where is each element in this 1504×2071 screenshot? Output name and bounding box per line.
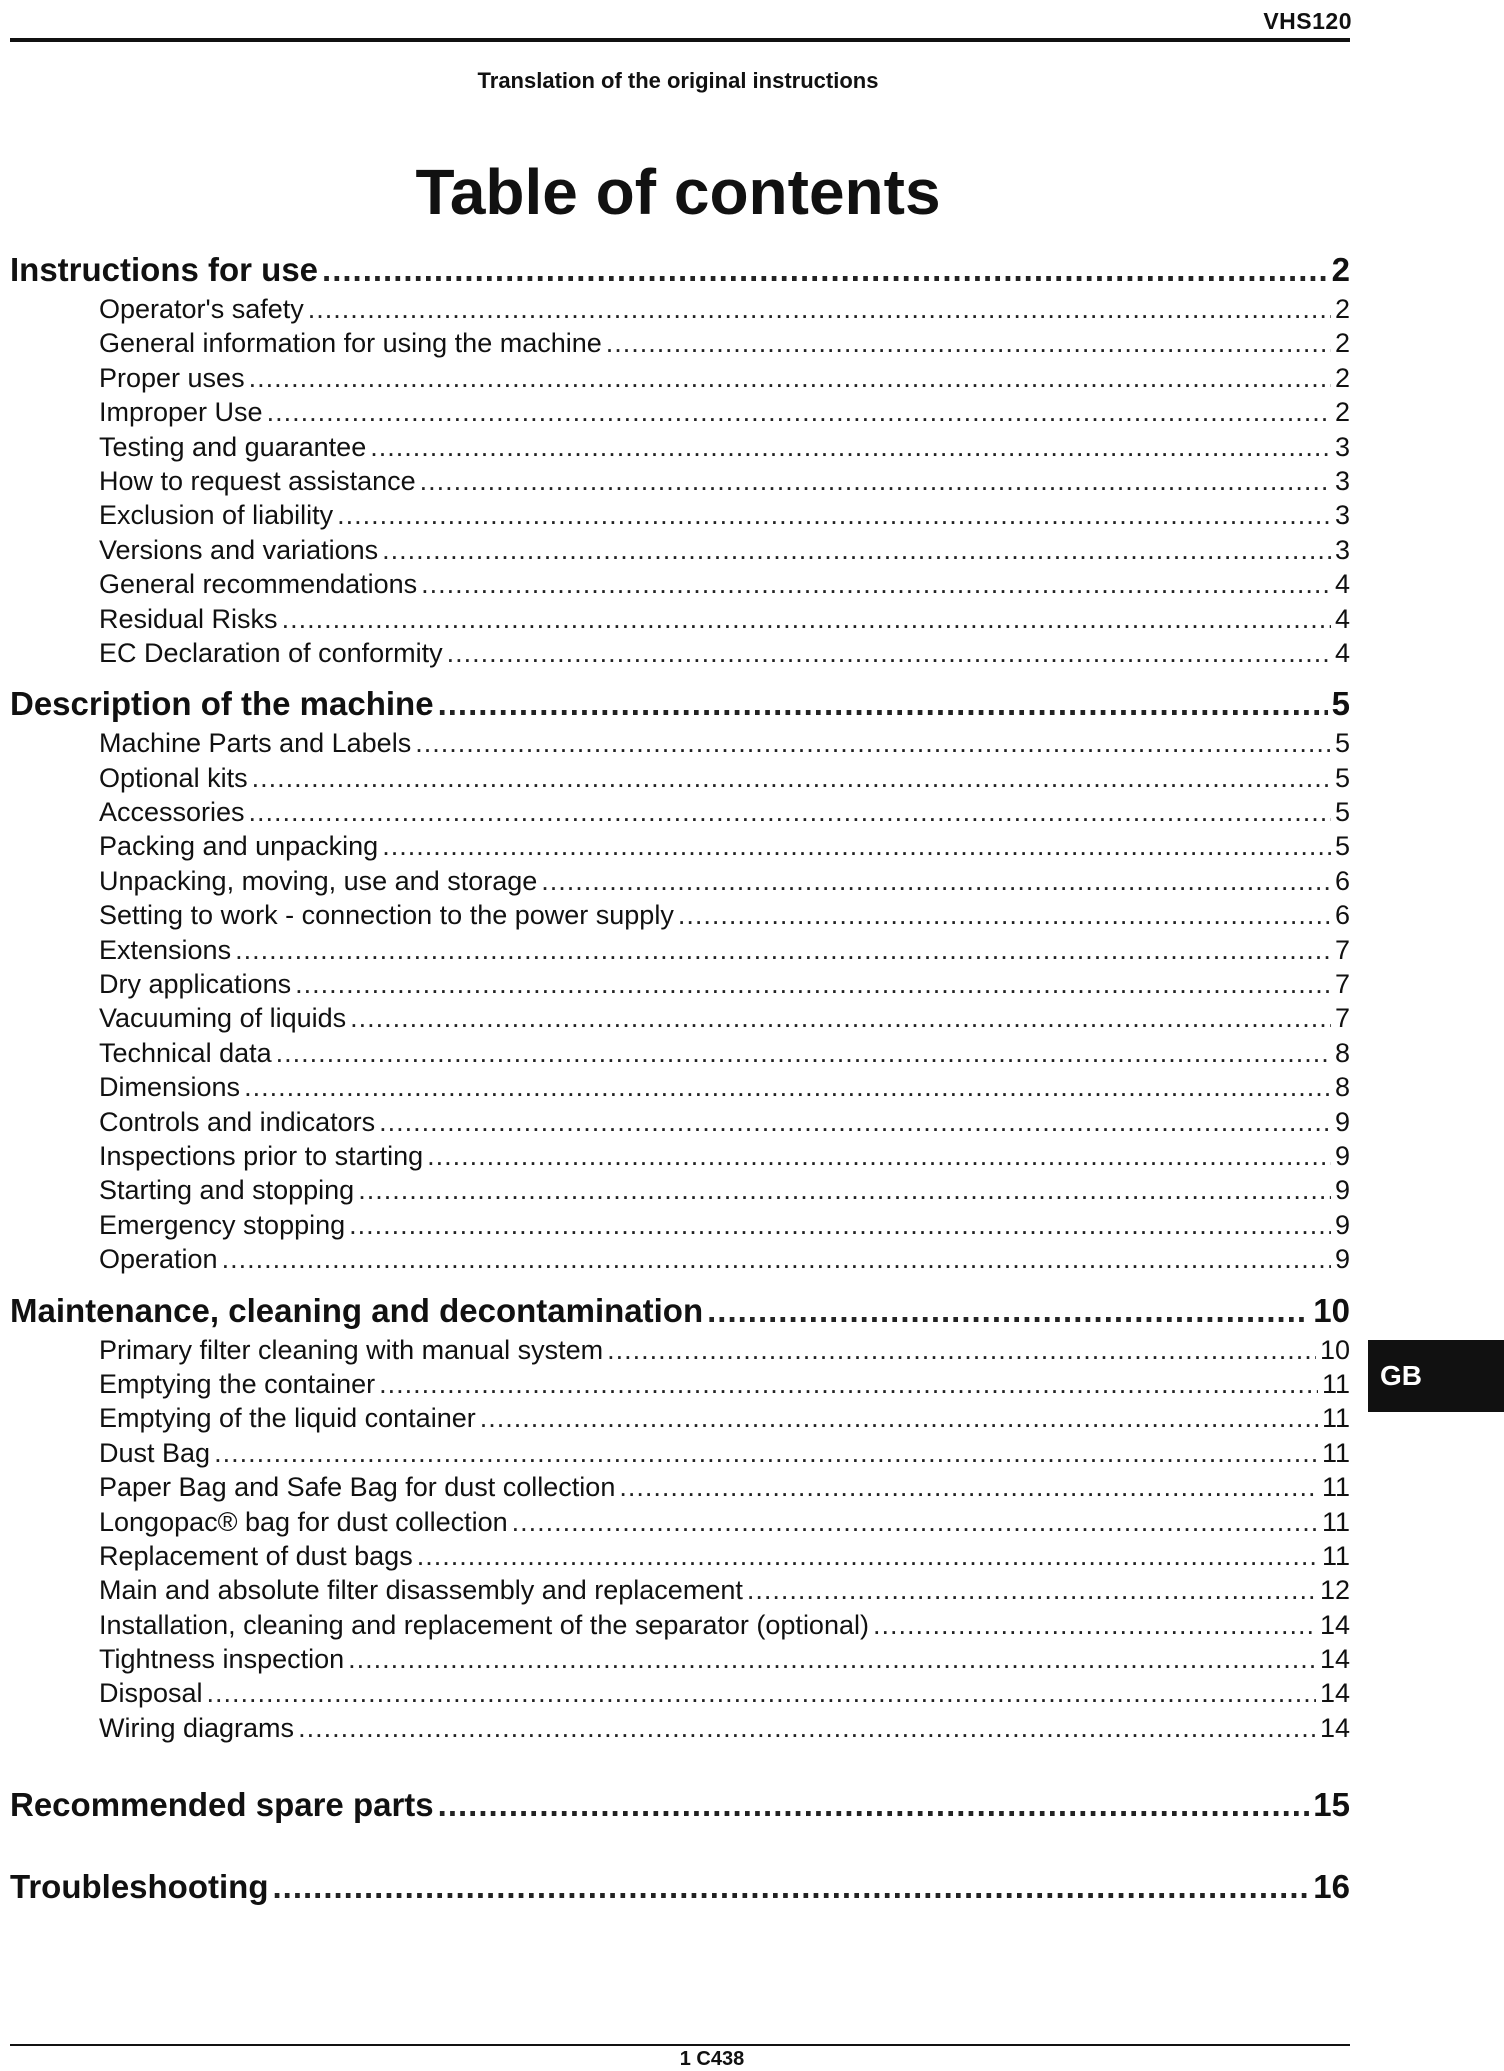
toc-entry-title: Emptying of the liquid container (99, 1403, 476, 1434)
toc-entry-title: Dimensions (99, 1072, 241, 1103)
toc-leader-dots (214, 1436, 1318, 1470)
toc-entry-page: 10 (1319, 1334, 1350, 1365)
toc-entry-page: 2 (1334, 294, 1350, 324)
toc-entry-page: 2 (1334, 397, 1350, 428)
toc-leader-dots (606, 326, 1331, 360)
toc-entry[interactable] (10, 1036, 1350, 1070)
toc-entry[interactable] (10, 430, 1350, 464)
toc-entry-page: 9 (1334, 1106, 1350, 1137)
toc-entry[interactable] (10, 464, 1350, 498)
toc-entry-page: 7 (1334, 969, 1350, 1000)
toc-entry-title: Main and absolute filter disassembly and replacement (99, 1575, 743, 1606)
toc-entry-page: 4 (1334, 569, 1350, 600)
toc-entry-title: Versions and variations (99, 534, 379, 565)
toc-entry-page: 4 (1334, 637, 1350, 668)
toc-entry[interactable] (10, 829, 1350, 863)
toc-entry-title: General recommendations (99, 569, 418, 600)
toc-entry-title: Dry applications (99, 969, 292, 1000)
toc-leader-dots (272, 1865, 1309, 1909)
toc-leader-dots (249, 795, 1331, 829)
toc-leader-dots (447, 636, 1331, 670)
toc-entry-title: How to request assistance (99, 465, 416, 496)
toc-entry[interactable] (10, 395, 1350, 429)
toc-entry-page: 14 (1319, 1644, 1350, 1675)
language-tab[interactable] (1368, 1340, 1504, 1412)
toc-section-title: Maintenance, cleaning and decontamination (10, 1291, 704, 1329)
toc-entry[interactable] (10, 1173, 1350, 1207)
toc-section-title: Instructions for use (10, 251, 319, 288)
toc-entry-title: Optional kits (99, 762, 248, 793)
toc-entry-title: Emergency stopping (99, 1209, 346, 1240)
toc-leader-dots (512, 1505, 1318, 1539)
toc-leader-dots (421, 567, 1331, 601)
toc-entry-title: Vacuuming of liquids (99, 1003, 347, 1034)
toc-entry-title: Paper Bag and Safe Bag for dust collection (99, 1472, 616, 1503)
section-spacer (10, 1839, 1350, 1865)
toc-leader-dots (222, 1242, 1331, 1276)
toc-entry-page: 14 (1319, 1609, 1350, 1640)
toc-entry-page: 12 (1319, 1575, 1350, 1606)
toc-entry-title: Longopac® bag for dust collection (99, 1506, 508, 1537)
toc-entry[interactable] (10, 1070, 1350, 1104)
table-of-contents (10, 248, 1350, 1921)
toc-leader-dots (607, 1333, 1316, 1367)
toc-entry-page: 14 (1319, 1712, 1350, 1743)
toc-entry-page: 5 (1334, 728, 1350, 759)
toc-entry-title: Inspections prior to starting (99, 1140, 424, 1171)
toc-entry[interactable] (10, 1139, 1350, 1173)
toc-entry-title: Operation (99, 1244, 218, 1275)
toc-leader-dots (873, 1608, 1316, 1642)
toc-leader-dots (235, 933, 1331, 967)
toc-entry-page: 7 (1334, 934, 1350, 965)
toc-section-page: 5 (1331, 685, 1350, 723)
toc-entry-page: 9 (1334, 1140, 1350, 1171)
toc-entry[interactable] (10, 1470, 1350, 1504)
toc-entry-title: General information for using the machine (99, 328, 602, 359)
toc-leader-dots (438, 682, 1328, 726)
toc-entry-page: 11 (1321, 1368, 1350, 1399)
toc-entry-page: 6 (1334, 900, 1350, 931)
toc-entry-title: Starting and stopping (99, 1175, 355, 1206)
toc-entry[interactable] (10, 1505, 1350, 1539)
toc-entry[interactable] (10, 967, 1350, 1001)
toc-section-heading[interactable] (10, 1289, 1350, 1333)
toc-entry-page: 11 (1321, 1437, 1350, 1468)
toc-entry-title: Technical data (99, 1037, 272, 1068)
toc-entry-page: 9 (1334, 1175, 1350, 1206)
toc-entry-page: 11 (1321, 1540, 1350, 1571)
toc-entry[interactable] (10, 567, 1350, 601)
toc-leader-dots (282, 602, 1331, 636)
toc-entry-page: 5 (1334, 831, 1350, 862)
toc-leader-dots (276, 1036, 1331, 1070)
toc-entry-title: Replacement of dust bags (99, 1540, 413, 1571)
toc-leader-dots (417, 1539, 1318, 1573)
toc-section-page: 15 (1313, 1786, 1350, 1824)
toc-entry-page: 4 (1334, 603, 1350, 634)
toc-entry-page: 9 (1334, 1209, 1350, 1240)
toc-leader-dots (382, 533, 1331, 567)
model-name: VHS120 (1263, 8, 1352, 34)
toc-entry[interactable] (10, 795, 1350, 829)
toc-leader-dots (370, 430, 1331, 464)
toc-entry-page: 2 (1334, 362, 1350, 393)
toc-entry-page: 3 (1334, 500, 1350, 531)
toc-entry-title: Proper uses (99, 362, 245, 393)
toc-section-page: 2 (1331, 251, 1350, 288)
toc-entry-title: Accessories (99, 797, 245, 828)
toc-entry-title: Extensions (99, 934, 232, 965)
toc-leader-dots (382, 829, 1331, 863)
toc-entry-page: 14 (1319, 1678, 1350, 1709)
toc-section-page: 16 (1313, 1868, 1350, 1906)
toc-entry-title: Controls and indicators (99, 1106, 376, 1137)
toc-leader-dots (747, 1573, 1316, 1607)
toc-entry-page: 11 (1321, 1472, 1350, 1503)
toc-entry[interactable] (10, 898, 1350, 932)
toc-leader-dots (350, 1001, 1331, 1035)
toc-entry-title: Residual Risks (99, 603, 278, 634)
toc-leader-dots (295, 967, 1331, 1001)
toc-section-title: Troubleshooting (10, 1868, 269, 1906)
toc-entry-page: 2 (1334, 328, 1350, 359)
toc-entry-title: Machine Parts and Labels (99, 728, 412, 759)
toc-entry[interactable] (10, 1676, 1350, 1710)
toc-section-title: Recommended spare parts (10, 1786, 434, 1824)
toc-entry-page: 7 (1334, 1003, 1350, 1034)
toc-leader-dots (249, 361, 1331, 395)
toc-leader-dots (308, 292, 1331, 326)
toc-entry[interactable] (10, 602, 1350, 636)
toc-entry-page: 5 (1334, 762, 1350, 793)
toc-entry-title: Disposal (99, 1678, 203, 1709)
toc-leader-dots (379, 1367, 1318, 1401)
header-rule (10, 38, 1350, 42)
toc-section-page: 10 (1313, 1291, 1350, 1329)
toc-entry[interactable] (10, 326, 1350, 360)
toc-entry-page: 6 (1334, 865, 1350, 896)
language-tab-label: GB (1380, 1360, 1422, 1391)
toc-entry[interactable] (10, 1642, 1350, 1676)
toc-leader-dots (358, 1173, 1331, 1207)
toc-leader-dots (707, 1289, 1309, 1333)
toc-entry[interactable] (10, 1333, 1350, 1367)
toc-entry-list (10, 1333, 1350, 1746)
toc-leader-dots (252, 761, 1331, 795)
toc-entry-page: 9 (1334, 1244, 1350, 1275)
toc-entry-title: Improper Use (99, 397, 263, 428)
toc-leader-dots (298, 1711, 1316, 1745)
toc-leader-dots (541, 864, 1331, 898)
toc-entry[interactable] (10, 361, 1350, 395)
toc-entry[interactable] (10, 1711, 1350, 1745)
toc-leader-dots (244, 1070, 1331, 1104)
toc-entry-page: 8 (1334, 1037, 1350, 1068)
toc-entry-title: Dust Bag (99, 1437, 211, 1468)
toc-entry[interactable] (10, 1367, 1350, 1401)
toc-section-heading[interactable] (10, 1783, 1350, 1827)
toc-section-title: Description of the machine (10, 685, 434, 723)
toc-entry[interactable] (10, 1608, 1350, 1642)
document-subtitle: Translation of the original instructions (477, 68, 879, 93)
footer-rule (10, 2044, 1350, 2046)
toc-leader-dots (480, 1401, 1318, 1435)
toc-leader-dots (420, 464, 1331, 498)
toc-entry-page: 11 (1321, 1403, 1350, 1434)
toc-entry[interactable] (10, 1401, 1350, 1435)
toc-entry-title: Exclusion of liability (99, 500, 334, 531)
toc-entry-title: EC Declaration of conformity (99, 637, 443, 668)
toc-leader-dots (349, 1208, 1331, 1242)
toc-entry-title: Operator's safety (99, 294, 304, 324)
toc-entry-list (10, 292, 1350, 670)
toc-entry[interactable] (10, 292, 1350, 326)
toc-leader-dots (619, 1470, 1318, 1504)
toc-entry[interactable] (10, 1001, 1350, 1035)
toc-leader-dots (379, 1105, 1331, 1139)
toc-section-heading[interactable] (10, 682, 1350, 726)
toc-entry-page: 8 (1334, 1072, 1350, 1103)
toc-entry[interactable] (10, 1573, 1350, 1607)
toc-entry-title: Tightness inspection (99, 1644, 345, 1675)
toc-leader-dots (337, 498, 1331, 532)
toc-section-heading[interactable] (10, 1865, 1350, 1909)
toc-entry-list (10, 726, 1350, 1276)
toc-entry[interactable] (10, 864, 1350, 898)
toc-leader-dots (348, 1642, 1316, 1676)
toc-entry[interactable] (10, 533, 1350, 567)
toc-entry-page: 3 (1334, 465, 1350, 496)
toc-section-heading[interactable] (10, 248, 1350, 292)
toc-leader-dots (415, 726, 1331, 760)
toc-entry[interactable] (10, 726, 1350, 760)
toc-entry[interactable] (10, 636, 1350, 670)
toc-section (10, 682, 1350, 1276)
toc-leader-dots (322, 248, 1328, 292)
toc-leader-dots (427, 1139, 1331, 1173)
section-spacer (10, 1757, 1350, 1783)
toc-entry[interactable] (10, 1436, 1350, 1470)
toc-entry-title: Packing and unpacking (99, 831, 379, 862)
toc-entry[interactable] (10, 1539, 1350, 1573)
toc-section (10, 1865, 1350, 1909)
toc-leader-dots (678, 898, 1331, 932)
toc-entry[interactable] (10, 1242, 1350, 1276)
toc-entry[interactable] (10, 761, 1350, 795)
toc-entry-title: Wiring diagrams (99, 1712, 295, 1743)
toc-entry[interactable] (10, 498, 1350, 532)
toc-section (10, 1783, 1350, 1827)
toc-entry-title: Installation, cleaning and replacement of the separator (optional) (99, 1609, 869, 1640)
toc-entry-title: Primary filter cleaning with manual system (99, 1334, 604, 1365)
toc-section (10, 1289, 1350, 1746)
toc-entry[interactable] (10, 1105, 1350, 1139)
toc-entry-title: Testing and guarantee (99, 431, 367, 462)
page-title: Table of contents (415, 156, 941, 228)
toc-entry-page: 3 (1334, 431, 1350, 462)
toc-section (10, 248, 1350, 670)
toc-entry-title: Emptying the container (99, 1368, 376, 1399)
toc-entry-title: Unpacking, moving, use and storage (99, 865, 538, 896)
toc-entry[interactable] (10, 933, 1350, 967)
toc-entry-page: 11 (1321, 1506, 1350, 1537)
toc-leader-dots (267, 395, 1331, 429)
toc-entry-title: Setting to work - connection to the power supply (99, 900, 674, 931)
toc-entry-page: 3 (1334, 534, 1350, 565)
toc-leader-dots (207, 1676, 1316, 1710)
toc-entry[interactable] (10, 1208, 1350, 1242)
document-code: 1 C438 (679, 2048, 745, 2070)
toc-entry-page: 5 (1334, 797, 1350, 828)
toc-leader-dots (438, 1783, 1310, 1827)
